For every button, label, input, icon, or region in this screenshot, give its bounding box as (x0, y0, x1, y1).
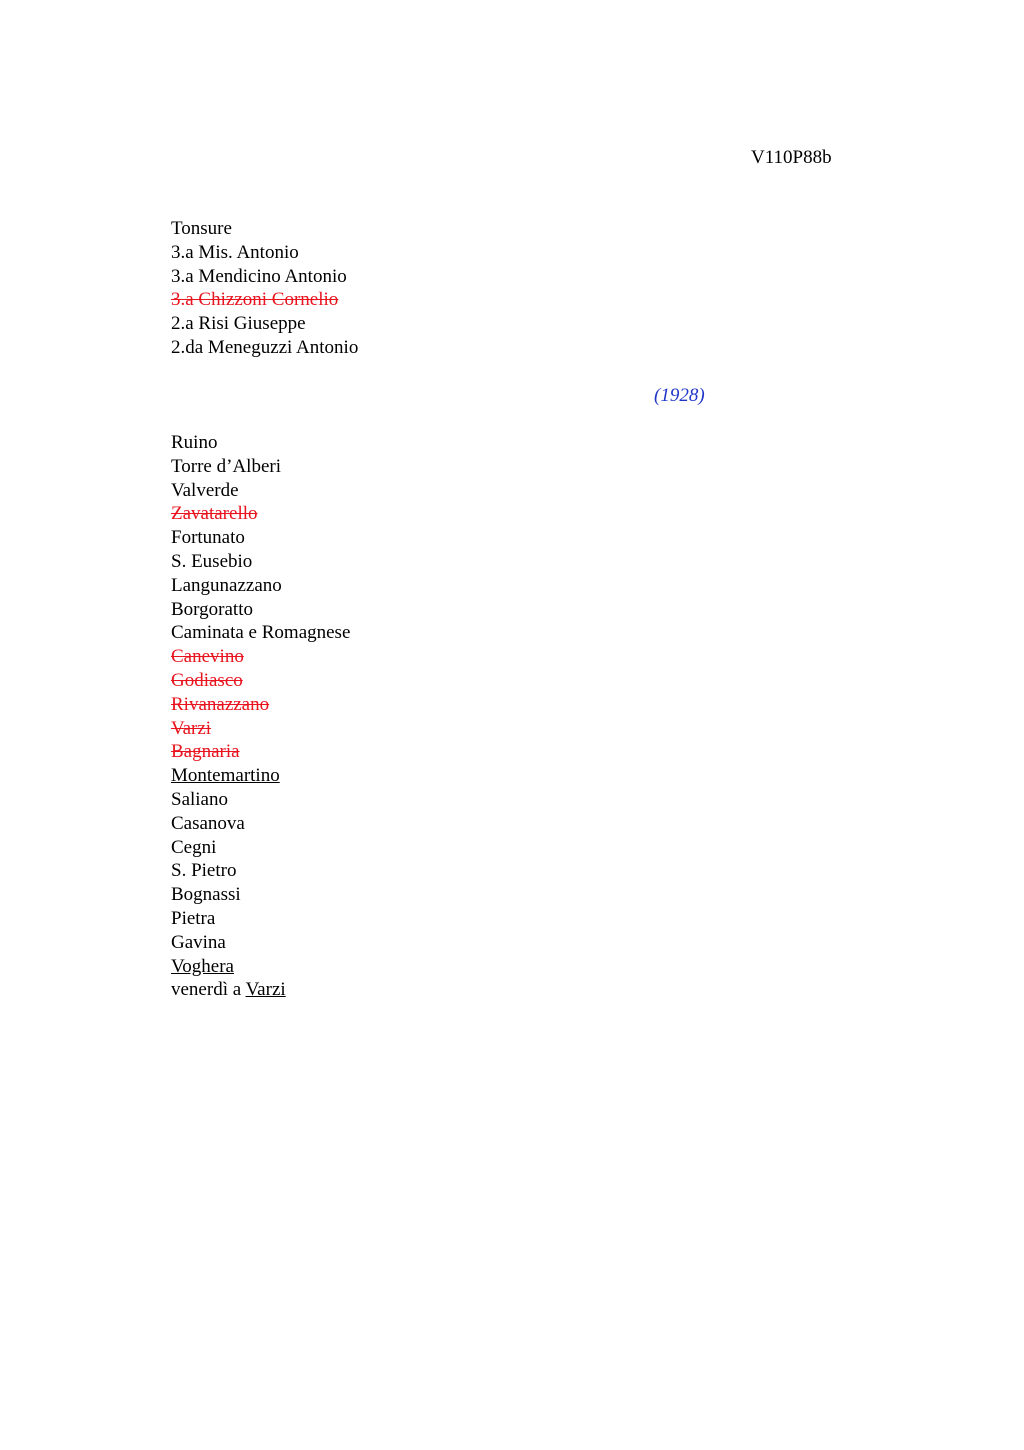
underlined-text: Varzi (245, 979, 286, 1001)
struck-text: Zavatarello (171, 503, 258, 525)
place-item: Gavina (171, 931, 226, 953)
place-item: Langunazzano (171, 574, 282, 596)
struck-text: Canevino (171, 646, 244, 668)
underlined-text: Voghera (171, 955, 234, 977)
place-item: S. Eusebio (171, 550, 253, 572)
place-item: Ruino (171, 432, 218, 453)
place-item-struck (171, 669, 350, 693)
struck-text: Varzi (171, 717, 212, 739)
struck-text: Godiasco (171, 669, 243, 691)
place-item: Borgoratto (171, 598, 253, 620)
struck-text: Rivanazzano (171, 693, 270, 715)
place-item-struck (171, 740, 350, 764)
place-item: Caminata e Romagnese (171, 622, 351, 644)
final-line (171, 978, 350, 1002)
place-item: Bognassi (171, 884, 241, 906)
struck-text: Bagnaria (171, 741, 240, 763)
underlined-text: Montemartino (171, 765, 280, 787)
place-item-struck (171, 693, 350, 717)
tonsure-entry: 2.a Risi Giuseppe (171, 313, 306, 335)
place-item-underlined (171, 764, 350, 788)
place-item: Casanova (171, 812, 245, 834)
tonsure-entry: 2.da Meneguzzi Antonio (171, 336, 359, 358)
place-item-struck (171, 502, 350, 526)
place-item: Torre d’Alberi (171, 455, 281, 477)
tonsure-section (171, 217, 358, 360)
tonsure-entry-struck (171, 288, 358, 312)
struck-text: 3.a Chizzoni Cornelio (171, 289, 339, 311)
place-item: Saliano (171, 788, 228, 810)
place-item: Valverde (171, 479, 239, 501)
year-note: (1928) (654, 385, 705, 406)
place-item-struck (171, 645, 350, 669)
place-item: Cegni (171, 836, 217, 858)
place-item: Fortunato (171, 527, 245, 549)
place-item: Pietra (171, 907, 216, 929)
place-item-underlined (171, 955, 350, 979)
places-list (171, 431, 350, 1002)
final-line-prefix: venerdì a (171, 979, 246, 1001)
page-id-label: V110P88b (751, 147, 832, 168)
tonsure-heading: Tonsure (171, 218, 232, 239)
place-item: S. Pietro (171, 860, 237, 882)
tonsure-entry: 3.a Mis. Antonio (171, 241, 299, 263)
place-item-struck (171, 717, 350, 741)
tonsure-entry: 3.a Mendicino Antonio (171, 265, 347, 287)
